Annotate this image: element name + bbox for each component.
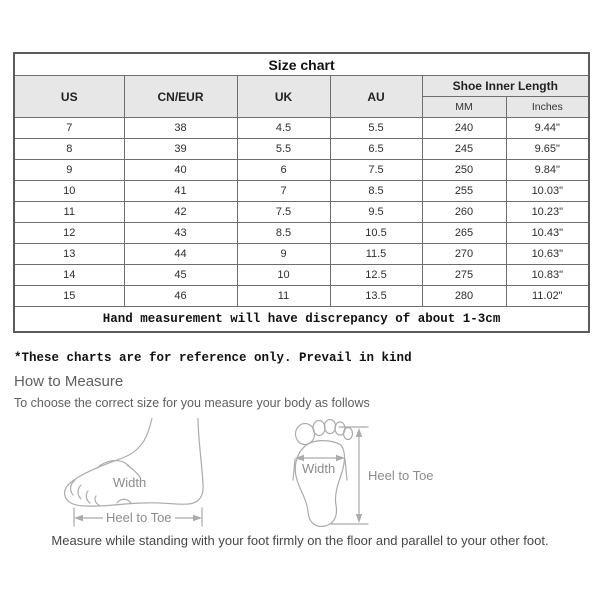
cell-uk: 6 bbox=[237, 160, 330, 181]
table-row bbox=[14, 244, 589, 265]
cell-mm: 245 bbox=[422, 139, 506, 160]
cell-mm: 280 bbox=[422, 286, 506, 307]
foot-top-view-diagram bbox=[283, 418, 443, 533]
cell-us: 9 bbox=[14, 160, 124, 181]
cell-us: 15 bbox=[14, 286, 124, 307]
cell-uk: 9 bbox=[237, 244, 330, 265]
cell-cn-eur: 40 bbox=[124, 160, 237, 181]
cell-inches: 10.63" bbox=[506, 244, 589, 265]
cell-uk: 7 bbox=[237, 181, 330, 202]
cell-inches: 10.43" bbox=[506, 223, 589, 244]
table-row bbox=[14, 181, 589, 202]
how-to-measure-heading: How to Measure bbox=[14, 373, 124, 390]
cell-uk: 4.5 bbox=[237, 118, 330, 139]
arrowhead-up-icon bbox=[356, 428, 362, 437]
cell-au: 9.5 bbox=[330, 202, 422, 223]
table-row bbox=[14, 118, 589, 139]
cell-au: 7.5 bbox=[330, 160, 422, 181]
cell-uk: 8.5 bbox=[237, 223, 330, 244]
cell-us: 12 bbox=[14, 223, 124, 244]
cell-mm: 270 bbox=[422, 244, 506, 265]
size-chart-table bbox=[13, 52, 590, 333]
table-title-row bbox=[14, 53, 589, 76]
cell-au: 6.5 bbox=[330, 139, 422, 160]
cell-uk: 10 bbox=[237, 265, 330, 286]
cell-cn-eur: 46 bbox=[124, 286, 237, 307]
reference-footnote: *These charts are for reference only. Prevail in kind bbox=[14, 351, 412, 365]
table-title: Size chart bbox=[14, 53, 589, 76]
cell-au: 10.5 bbox=[330, 223, 422, 244]
top-view-width-label: Width bbox=[302, 461, 336, 476]
cell-cn-eur: 43 bbox=[124, 223, 237, 244]
col-header-au: AU bbox=[330, 76, 422, 118]
col-header-us: US bbox=[14, 76, 124, 118]
table-row bbox=[14, 202, 589, 223]
side-view-heel-to-toe-label: Heel to Toe bbox=[103, 511, 175, 525]
table-row bbox=[14, 139, 589, 160]
cell-cn-eur: 45 bbox=[124, 265, 237, 286]
cell-inches: 9.84" bbox=[506, 160, 589, 181]
arrowhead-right-icon bbox=[193, 515, 202, 521]
cell-cn-eur: 44 bbox=[124, 244, 237, 265]
cell-au: 11.5 bbox=[330, 244, 422, 265]
table-row bbox=[14, 223, 589, 244]
cell-cn-eur: 39 bbox=[124, 139, 237, 160]
col-header-inner-length: Shoe Inner Length bbox=[422, 76, 589, 97]
cell-inches: 9.65" bbox=[506, 139, 589, 160]
col-header-uk: UK bbox=[237, 76, 330, 118]
measurement-note: Hand measurement will have discrepancy of about 1-3cm bbox=[14, 307, 589, 333]
cell-cn-eur: 42 bbox=[124, 202, 237, 223]
cell-inches: 9.44" bbox=[506, 118, 589, 139]
cell-inches: 11.02" bbox=[506, 286, 589, 307]
cell-us: 8 bbox=[14, 139, 124, 160]
cell-us: 10 bbox=[14, 181, 124, 202]
foot-side-view-diagram bbox=[55, 418, 230, 533]
col-header-inches: Inches bbox=[506, 97, 589, 118]
cell-uk: 7.5 bbox=[237, 202, 330, 223]
cell-cn-eur: 38 bbox=[124, 118, 237, 139]
cell-cn-eur: 41 bbox=[124, 181, 237, 202]
table-row bbox=[14, 160, 589, 181]
top-view-heel-to-toe-label: Heel to Toe bbox=[368, 468, 434, 483]
cell-us: 14 bbox=[14, 265, 124, 286]
cell-au: 8.5 bbox=[330, 181, 422, 202]
table-note-row bbox=[14, 307, 589, 333]
cell-mm: 275 bbox=[422, 265, 506, 286]
col-header-cn-eur: CN/EUR bbox=[124, 76, 237, 118]
col-header-mm: MM bbox=[422, 97, 506, 118]
cell-us: 13 bbox=[14, 244, 124, 265]
cell-inches: 10.83" bbox=[506, 265, 589, 286]
table-row bbox=[14, 265, 589, 286]
cell-mm: 255 bbox=[422, 181, 506, 202]
cell-uk: 11 bbox=[237, 286, 330, 307]
cell-inches: 10.23" bbox=[506, 202, 589, 223]
cell-uk: 5.5 bbox=[237, 139, 330, 160]
cell-inches: 10.03" bbox=[506, 181, 589, 202]
measure-instruction-caption: Measure while standing with your foot firmly on the floor and parallel to your other foot. bbox=[51, 533, 549, 548]
arrowhead-right-icon bbox=[336, 455, 345, 461]
cell-mm: 265 bbox=[422, 223, 506, 244]
cell-mm: 240 bbox=[422, 118, 506, 139]
cell-us: 7 bbox=[14, 118, 124, 139]
how-to-measure-subheading: To choose the correct size for you measure your body as follows bbox=[14, 396, 370, 410]
cell-mm: 250 bbox=[422, 160, 506, 181]
table-header-row bbox=[14, 76, 589, 97]
cell-us: 11 bbox=[14, 202, 124, 223]
table-row bbox=[14, 286, 589, 307]
side-view-width-label: Width bbox=[113, 475, 147, 490]
cell-au: 12.5 bbox=[330, 265, 422, 286]
arrowhead-left-icon bbox=[74, 515, 83, 521]
cell-mm: 260 bbox=[422, 202, 506, 223]
cell-au: 13.5 bbox=[330, 286, 422, 307]
cell-au: 5.5 bbox=[330, 118, 422, 139]
arrowhead-down-icon bbox=[356, 514, 362, 523]
